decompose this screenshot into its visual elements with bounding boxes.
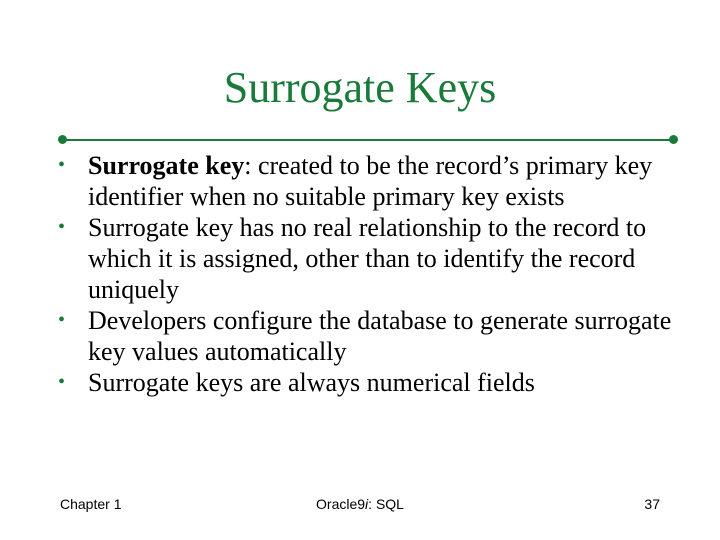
footer-course (0, 496, 720, 512)
rule-right-dot (669, 135, 678, 144)
bullet-text: : created to be the record’s primary key identifier when no suitable primary key exists (88, 151, 653, 211)
footer-course-suffix: : SQL (368, 496, 404, 512)
bullet-icon: • (58, 371, 66, 393)
title-divider (62, 139, 674, 141)
bullet-icon: • (58, 216, 66, 238)
bullet-icon: • (58, 309, 66, 331)
footer-course-prefix: Oracle9 (316, 496, 366, 512)
bullet-text: Developers configure the database to generate surrogate key values automatically (88, 306, 672, 366)
bullet-text: Surrogate keys are always numerical fields (88, 368, 535, 397)
bullet-term: Surrogate key (88, 151, 245, 180)
bullet-item (58, 150, 678, 212)
footer-page-number: 37 (644, 496, 660, 512)
bullet-item (58, 305, 678, 367)
bullet-item (58, 212, 678, 305)
bullet-icon: • (58, 154, 66, 176)
bullet-text: Surrogate key has no real relationship to the record to which it is assigned, other than to identify the record uniquely (88, 213, 647, 304)
bullet-list (58, 150, 678, 398)
footer-chapter: Chapter 1 (60, 496, 122, 512)
footer-course-italic: i (365, 496, 369, 512)
slide-title: Surrogate Keys (223, 63, 497, 112)
bullet-item (58, 367, 678, 398)
